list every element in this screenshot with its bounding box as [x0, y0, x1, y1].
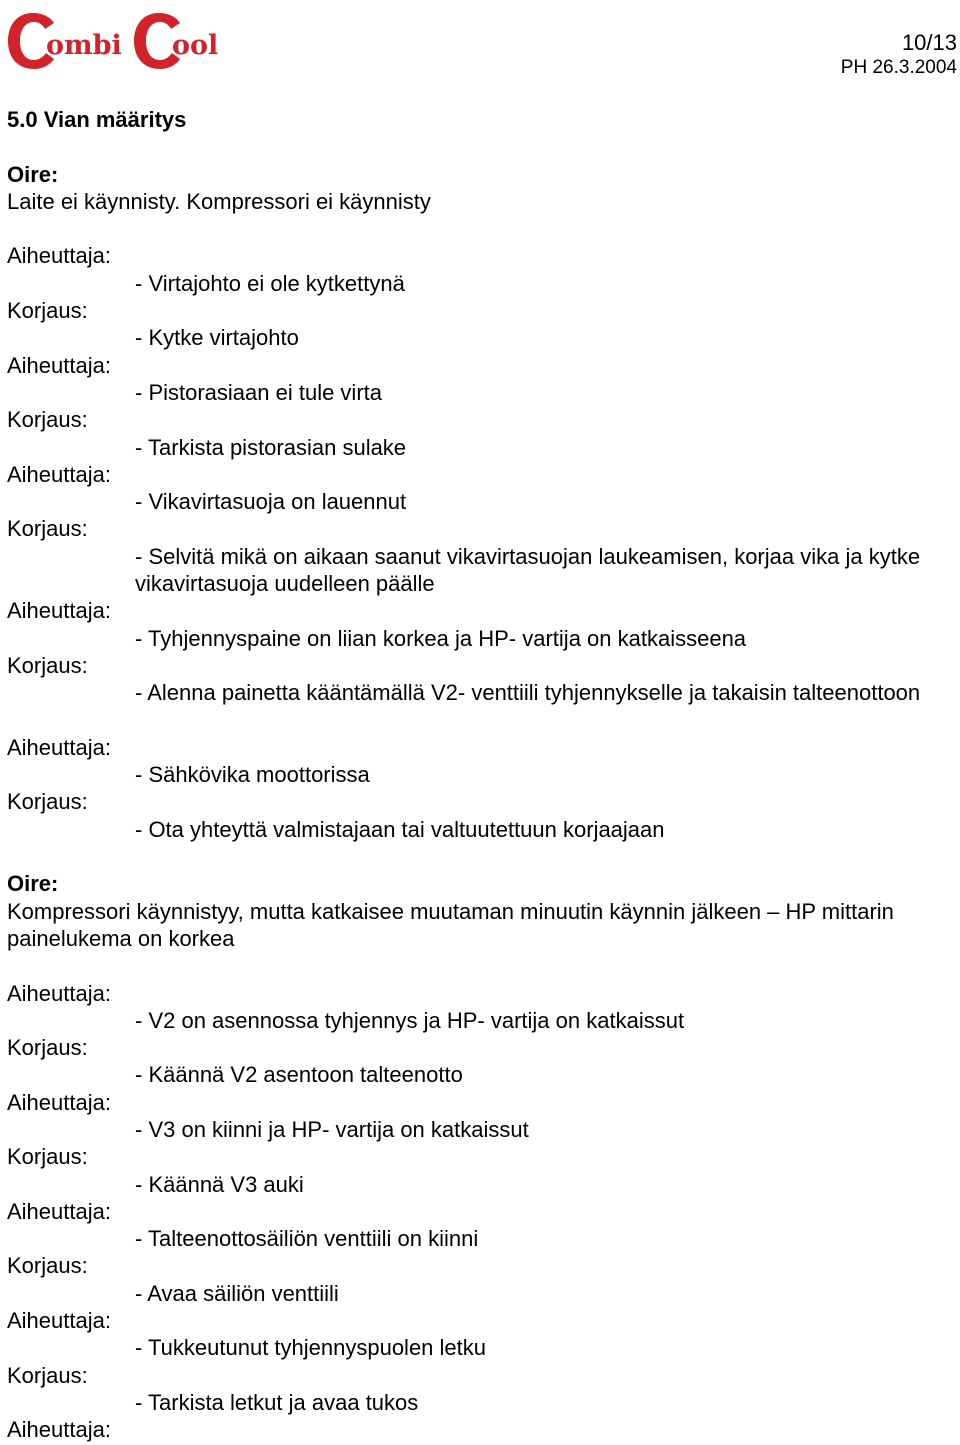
cause-row	[7, 1334, 957, 1361]
cause-row	[7, 980, 957, 1007]
fix-label: Korjaus:	[7, 516, 88, 542]
cause-row	[7, 270, 957, 297]
cause-row	[7, 1116, 957, 1143]
fix-row	[7, 652, 957, 679]
symptom-text: Kompressori käynnistyy, mutta katkaisee muutaman minuutin käynnin jälkeen – HP mittarin painelukema on korkea	[7, 898, 894, 951]
fix-text: - Ota yhteyttä valmistajaan tai valtuutettuun korjaajaan	[135, 816, 665, 842]
fix-label: Korjaus:	[7, 1035, 88, 1061]
cause-row	[7, 1225, 957, 1252]
cause-label: Aiheuttaja:	[7, 243, 111, 269]
cause-row	[7, 1416, 957, 1443]
page-number: 10/13	[901, 30, 957, 55]
cause-text: - V3 on kiinni ja HP- vartija on katkaissut	[135, 1116, 529, 1142]
fix-row	[7, 1389, 957, 1416]
fix-row	[7, 1362, 957, 1389]
cause-text: - Tukkeutunut tyhjennyspuolen letku	[135, 1335, 487, 1361]
fix-label: Korjaus:	[7, 789, 88, 815]
cause-row	[7, 379, 957, 406]
combicool-logo	[6, 10, 218, 80]
symptom-block	[7, 870, 957, 1443]
fix-label: Korjaus:	[7, 407, 88, 433]
symptom-label: Oire:	[7, 161, 59, 187]
fix-label: Korjaus:	[7, 298, 88, 324]
fix-row	[7, 679, 957, 734]
fix-text: - Selvitä mikä on aikaan saanut vikavirtasuojan laukeamisen, korjaa vika ja kytke vikavirtasuoja uudelleen päälle	[135, 543, 921, 597]
cause-text: - Virtajohto ei ole kytkettynä	[135, 270, 405, 296]
symptom-text: Laite ei käynnisty. Kompressori ei käynnisty	[7, 188, 431, 214]
cause-text: - Talteenottosäiliön venttiili on kiinni	[135, 1226, 479, 1252]
symptom-block	[7, 161, 957, 843]
cause-row	[7, 488, 957, 515]
cause-text: - Sähkövika moottorissa	[135, 762, 370, 788]
fix-row	[7, 1034, 957, 1061]
cause-row	[7, 761, 957, 788]
fix-text: - Käännä V2 asentoon talteenotto	[135, 1062, 463, 1088]
cause-label: Aiheuttaja:	[7, 1308, 111, 1334]
cause-label: Aiheuttaja:	[7, 980, 111, 1006]
document-body	[7, 106, 957, 1444]
cause-label: Aiheuttaja:	[7, 734, 111, 760]
cause-label: Aiheuttaja:	[7, 1198, 111, 1224]
fix-row	[7, 1171, 957, 1198]
fix-row	[7, 515, 957, 542]
fix-text: - Alenna painetta kääntämällä V2- venttiili tyhjennykselle ja takaisin talteenottoon	[135, 680, 921, 706]
fix-text: - Avaa säiliön venttiili	[135, 1280, 339, 1306]
cause-row	[7, 734, 957, 761]
fix-text: - Tarkista letkut ja avaa tukos	[135, 1389, 419, 1415]
fix-text: - Kytke virtajohto	[135, 325, 299, 351]
fix-label: Korjaus:	[7, 1362, 88, 1388]
fix-row	[7, 406, 957, 433]
fix-row	[7, 297, 957, 324]
fix-row	[7, 543, 957, 598]
cause-text: - Vikavirtasuoja on lauennut	[135, 489, 407, 515]
fix-row	[7, 324, 957, 351]
fix-label: Korjaus:	[7, 652, 88, 678]
symptom-label: Oire:	[7, 871, 59, 897]
cause-row	[7, 1007, 957, 1034]
cause-label: Aiheuttaja:	[7, 1089, 111, 1115]
page-header	[0, 0, 960, 90]
fix-label: Korjaus:	[7, 1144, 88, 1170]
svg-text:ool: ool	[172, 30, 218, 61]
combicool-logo-graphic	[6, 10, 218, 74]
cause-row	[7, 1089, 957, 1116]
fix-row	[7, 1280, 957, 1307]
svg-text:ombi: ombi	[46, 30, 122, 61]
cause-text: - V2 on asennossa tyhjennys ja HP- vartija on katkaissut	[135, 1007, 685, 1033]
cause-row	[7, 242, 957, 269]
fix-row	[7, 816, 957, 843]
cause-label: Aiheuttaja:	[7, 352, 111, 378]
document-date: PH 26.3.2004	[840, 57, 957, 78]
cause-row	[7, 1307, 957, 1334]
fix-text: - Tarkista pistorasian sulake	[135, 434, 407, 460]
fix-row	[7, 788, 957, 815]
fix-row	[7, 1143, 957, 1170]
cause-text: - Pistorasiaan ei tule virta	[135, 379, 382, 405]
cause-row	[7, 625, 957, 652]
cause-row	[7, 1198, 957, 1225]
cause-row	[7, 352, 957, 379]
cause-row	[7, 461, 957, 488]
fix-text: - Käännä V3 auki	[135, 1171, 304, 1197]
cause-text: - Tyhjennyspaine on liian korkea ja HP- vartija on katkaisseena	[135, 625, 747, 651]
fix-label: Korjaus:	[7, 1253, 88, 1279]
fix-row	[7, 1252, 957, 1279]
cause-label: Aiheuttaja:	[7, 461, 111, 487]
cause-row	[7, 597, 957, 624]
section-title: 5.0 Vian määritys	[7, 107, 187, 132]
fix-row	[7, 1061, 957, 1088]
fix-row	[7, 434, 957, 461]
cause-label: Aiheuttaja:	[7, 598, 111, 624]
cause-label: Aiheuttaja:	[7, 1417, 111, 1443]
